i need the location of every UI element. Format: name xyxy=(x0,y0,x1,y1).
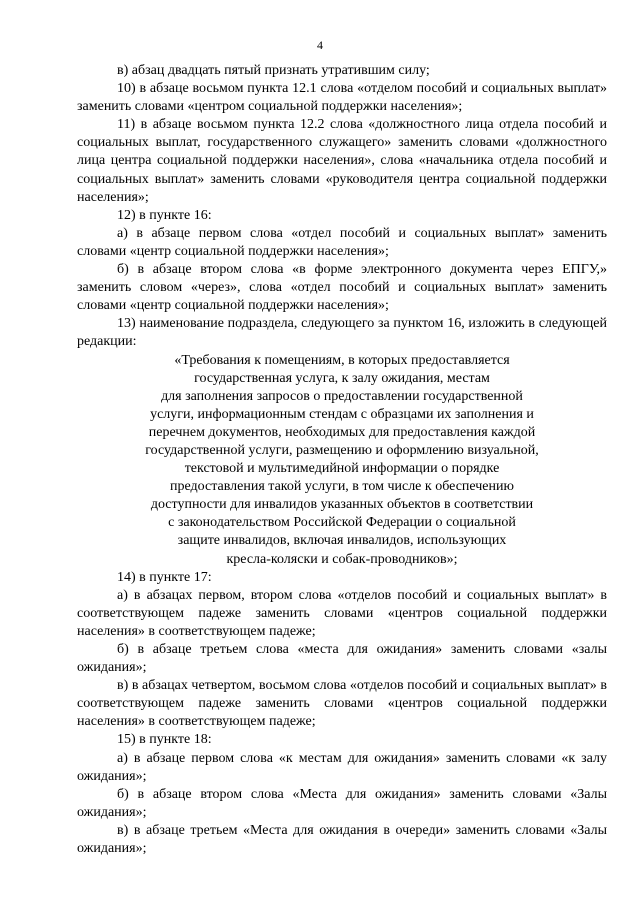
page-number: 4 xyxy=(317,38,323,52)
paragraph: 12) в пункте 16: xyxy=(117,207,212,223)
paragraph: в) абзац двадцать пятый признать утратившим силу; xyxy=(117,63,430,78)
subsection-heading xyxy=(77,352,607,569)
heading-line: предоставления такой услуги, в том числе к обеспечению xyxy=(170,479,514,495)
document-body xyxy=(77,62,607,858)
paragraph: а) в абзаце первом слова «отдел пособий и социальных выплат» заменить словами «центр социальной поддержки населения»; xyxy=(77,225,607,259)
paragraph: а) в абзацах первом, втором слова «отделов пособий и социальных выплат» в соответствующем падеже заменить словами «центров социальной поддержки населения» в соответствующем падеже; xyxy=(77,587,607,639)
paragraph: б) в абзаце втором слова «Места для ожидания» заменить словами «Залы ожидания»; xyxy=(77,786,607,820)
heading-line: с законодательством Российской Федерации о социальной xyxy=(168,515,516,531)
paragraph: 14) в пункте 17: xyxy=(117,569,212,585)
heading-line: государственная услуга, к залу ожидания, местам xyxy=(194,370,490,386)
heading-line: для заполнения запросов о предоставлении государственной xyxy=(161,388,523,404)
heading-line: защите инвалидов, включая инвалидов, использующих xyxy=(177,533,507,549)
paragraph: в) в абзаце третьем «Места для ожидания в очереди» заменить словами «Залы ожидания»; xyxy=(77,822,607,857)
paragraph: 11) в абзаце восьмом пункта 12.2 слова «должностного лица отдела пособий и социальных выплат, государственного служащего» заменить словами «должностного лица центра социальной поддержки населения», слова «начальника отдела пособий и социальных выплат» заменить словами «руководителя центра социальной поддержки населения»; xyxy=(77,117,607,205)
heading-line: государственной услуги, размещению и оформлению визуальной, xyxy=(145,442,539,458)
paragraph: б) в абзаце третьем слова «места для ожидания» заменить словами «залы ожидания»; xyxy=(77,642,607,676)
paragraph: 15) в пункте 18: xyxy=(117,732,212,748)
paragraph: б) в абзаце втором слова «в форме электронного документа через ЕПГУ,» заменить словом «через», слова «отдел пособий и социальных выплат» заменить словами «центр социальной поддержки населения»; xyxy=(77,262,607,314)
paragraph: а) в абзаце первом слова «к местам для ожидания» заменить словами «к залу ожидания»; xyxy=(77,750,607,784)
paragraph: в) в абзацах четвертом, восьмом слова «отделов пособий и социальных выплат» в соответствующем падеже заменить словами «центров социальной поддержки населения» в соответствующем падеже; xyxy=(77,678,607,730)
paragraph: 10) в абзаце восьмом пункта 12.1 слова «отделом пособий и социальных выплат» заменить словами «центром социальной поддержки населения»; xyxy=(77,81,607,115)
heading-line: «Требования к помещениям, в которых предоставляется xyxy=(174,352,510,368)
heading-line: кресла-коляски и собак-проводников»; xyxy=(226,551,458,567)
heading-line: перечнем документов, необходимых для предоставления каждой xyxy=(148,424,536,440)
heading-line: доступности для инвалидов указанных объектов в соответствии xyxy=(150,497,534,513)
heading-line: текстовой и мультимедийной информации о порядке xyxy=(184,461,500,477)
paragraph: 13) наименование подраздела, следующего за пунктом 16, изложить в следующей редакции: xyxy=(77,316,607,350)
heading-line: услуги, информационным стендам с образцами их заполнения и xyxy=(150,406,534,422)
